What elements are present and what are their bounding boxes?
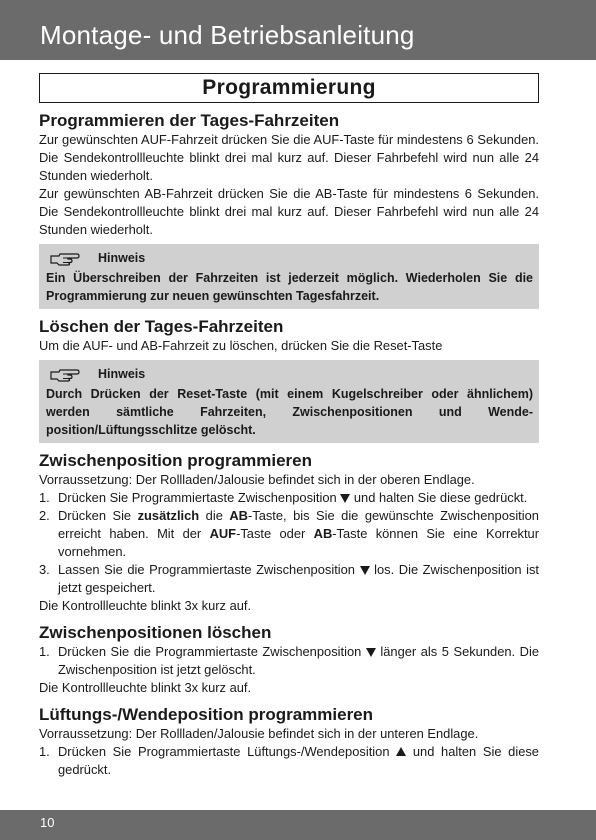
list-item: 2. Drücken Sie zusätzlich die AB-Taste, bis Sie die gewünschte Zwischenposition erreicht haben. Mit der AUF-Taste oder AB-Taste können Sie eine Korrektur vornehmen.	[39, 508, 539, 559]
page-header-bar	[0, 0, 596, 60]
list-item: 1. Drücken Sie Programmiertaste Lüftungs-/Wendeposition und halten Sie diese gedrückt.	[39, 744, 539, 777]
note-header	[46, 363, 533, 385]
triangle-down-icon	[366, 648, 376, 657]
list-item: 1. Drücken Sie die Programmiertaste Zwischenposition länger als 5 Sekunden. Die Zwischenposition ist jetzt gelöscht.	[39, 644, 539, 677]
result-text: Die Kontrollleuchte blinkt 3x kurz auf.	[39, 680, 252, 695]
triangle-down-icon	[360, 566, 370, 575]
pointing-hand-icon	[50, 366, 80, 382]
heading-loeschen: Löschen der Tages-Fahrzeiten	[39, 317, 284, 336]
precondition-text: Vorraussetzung: Der Rollladen/Jalousie befindet sich in der unteren Endlage.	[39, 726, 479, 741]
note-title: Hinweis	[98, 251, 146, 265]
triangle-up-icon	[396, 747, 406, 756]
note-box-reset	[39, 360, 539, 443]
heading-zwischenpositionen-loeschen: Zwischenpositionen löschen	[39, 623, 272, 642]
precondition-text: Vorraussetzung: Der Rollladen/Jalousie befindet sich in der oberen Endlage.	[39, 472, 475, 487]
heading-zwischenposition-programmieren: Zwischenposition programmieren	[39, 451, 312, 470]
pointing-hand-icon	[50, 250, 80, 266]
result-text: Die Kontrollleuchte blinkt 3x kurz auf.	[39, 598, 252, 613]
page-content	[39, 73, 539, 779]
page-number: 10	[40, 815, 55, 830]
paragraph-ab-fahrzeit: Zur gewünschten AB-Fahrzeit drücken Sie die AB-Taste für mindestens 6 Sekunden. Die Sendekontrollleuchte blinkt drei mal kurz auf. Dieser Fahrbefehl wird nun alle 24 Stunden wiederholt.	[39, 186, 539, 237]
list-item: 1. Drücken Sie Programmiertaste Zwischenposition und halten Sie diese gedrückt.	[39, 490, 528, 505]
document-title: Montage- und Betriebsanleitung	[40, 20, 415, 50]
paragraph-reset: Um die AUF- und AB-Fahrzeit zu löschen, drücken Sie die Reset-Taste	[39, 338, 443, 353]
section-title: Programmierung	[39, 73, 539, 103]
page-footer-bar	[0, 810, 596, 840]
heading-lueftungsposition: Lüftungs-/Wendeposition programmieren	[39, 705, 374, 724]
triangle-down-icon	[340, 494, 350, 503]
steps-list	[39, 643, 539, 679]
note-box-overwrite	[39, 244, 539, 309]
steps-list	[39, 743, 539, 779]
heading-programmieren: Programmieren der Tages-Fahrzeiten	[39, 111, 340, 130]
note-header	[46, 247, 533, 269]
steps-list	[39, 489, 539, 597]
note-text: Durch Drücken der Reset-Taste (mit einem Kugelschreiber oder ähnlichem) werden sämtliche Fahrzeiten, Zwischenpositionen und Wendeposition/Lüftungsschlitze gelöscht.	[46, 387, 533, 437]
note-text: Ein Überschreiben der Fahrzeiten ist jederzeit möglich. Wiederholen Sie die Programmierung zur neuen gewünschten Tagesfahrzeit.	[46, 271, 533, 303]
note-title: Hinweis	[98, 367, 146, 381]
paragraph-auf-fahrzeit: Zur gewünschten AUF-Fahrzeit drücken Sie die AUF-Taste für mindestens 6 Sekunden. Die Sendekontrollleuchte blinkt drei mal kurz auf. Dieser Fahrbefehl wird nun alle 24 Stunden wiederholt.	[39, 132, 539, 183]
list-item: 3. Lassen Sie die Programmiertaste Zwischenposition los. Die Zwischenposition ist jetzt gespeichert.	[39, 562, 540, 595]
